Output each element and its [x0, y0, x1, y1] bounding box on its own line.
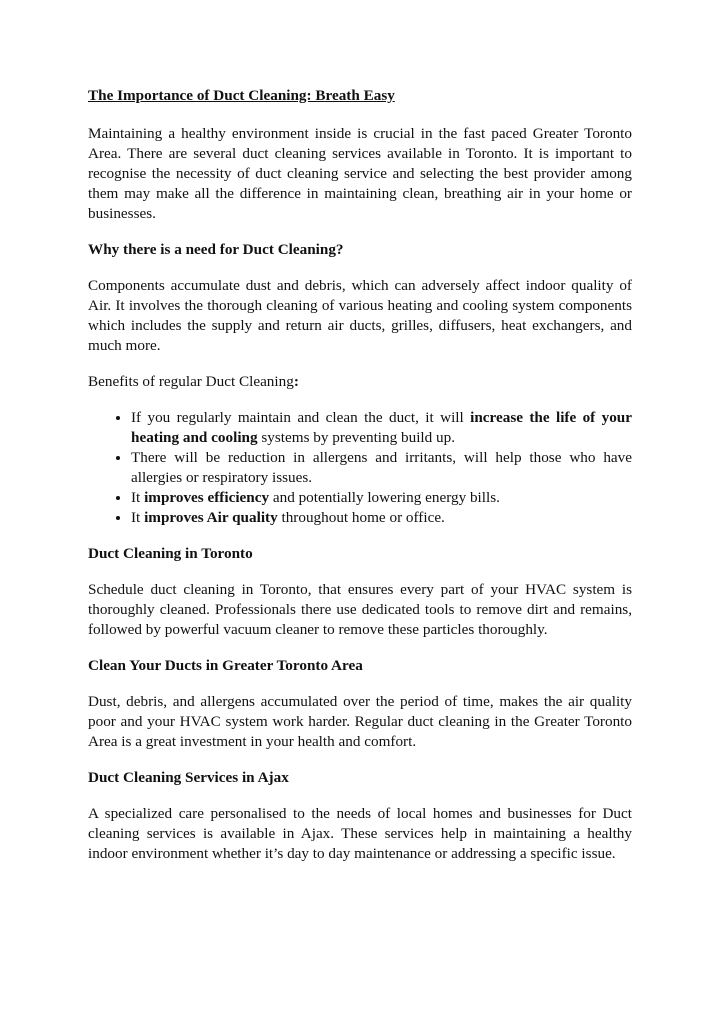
list-item-emphasis: increase the life of your heating and cooling [131, 409, 632, 446]
benefits-list [88, 408, 632, 528]
list-item-text: There will be reduction in allergens and irritants, will help those who have allergies or respiratory issues. [131, 449, 632, 486]
list-item-text: and potentially lowering energy bills. [269, 489, 500, 506]
section-heading-ajax: Duct Cleaning Services in Ajax [88, 769, 289, 786]
list-item-text: systems by preventing build up. [257, 429, 456, 446]
list-item [131, 408, 632, 448]
section-body-ajax: A specialized care personalised to the needs of local homes and businesses for Duct cleaning services is available in Ajax. These services help in maintaining a healthy indoor environment whether it’s day to day maintenance or addressing a specific issue. [88, 805, 632, 862]
intro-paragraph: Maintaining a healthy environment inside is crucial in the fast paced Greater Toronto Area. There are several duct cleaning services available in Toronto. It is important to recognise the necessity of duct cleaning service and selecting the best provider among them may make all the difference in maintaining clean, breathing air in your home or businesses. [88, 125, 632, 222]
benefits-lead [88, 372, 632, 392]
list-item-text: It [131, 489, 145, 506]
benefits-lead-text: Benefits of regular Duct Cleaning [88, 373, 294, 390]
section-heading-need: Why there is a need for Duct Cleaning? [88, 241, 344, 258]
list-item-emphasis: improves Air quality [144, 509, 278, 526]
document-title: The Importance of Duct Cleaning: Breath Easy [88, 87, 395, 104]
list-item [131, 448, 632, 488]
list-item [131, 488, 632, 508]
document-page [88, 86, 632, 880]
section-body-need: Components accumulate dust and debris, which can adversely affect indoor quality of Air. It involves the thorough cleaning of various heating and cooling system components which includes the supply and return air ducts, grilles, diffusers, heat exchangers, and much more. [88, 277, 632, 354]
section-heading-toronto: Duct Cleaning in Toronto [88, 545, 253, 562]
list-item-text: If you regularly maintain and clean the duct, it will [131, 409, 471, 426]
list-item [131, 508, 632, 528]
section-body-gta: Dust, debris, and allergens accumulated over the period of time, makes the air quality poor and your HVAC system work harder. Regular duct cleaning in the Greater Toronto Area is a great investment in your health and comfort. [88, 693, 632, 750]
list-item-text: throughout home or office. [277, 509, 445, 526]
benefits-lead-colon: : [293, 373, 299, 390]
section-body-toronto: Schedule duct cleaning in Toronto, that ensures every part of your HVAC system is thoroughly cleaned. Professionals there use dedicated tools to remove dirt and remains, followed by powerful vacuum cleaner to remove these particles thoroughly. [88, 581, 632, 638]
list-item-emphasis: improves efficiency [144, 489, 270, 506]
section-heading-gta: Clean Your Ducts in Greater Toronto Area [88, 657, 363, 674]
list-item-text: It [131, 509, 145, 526]
